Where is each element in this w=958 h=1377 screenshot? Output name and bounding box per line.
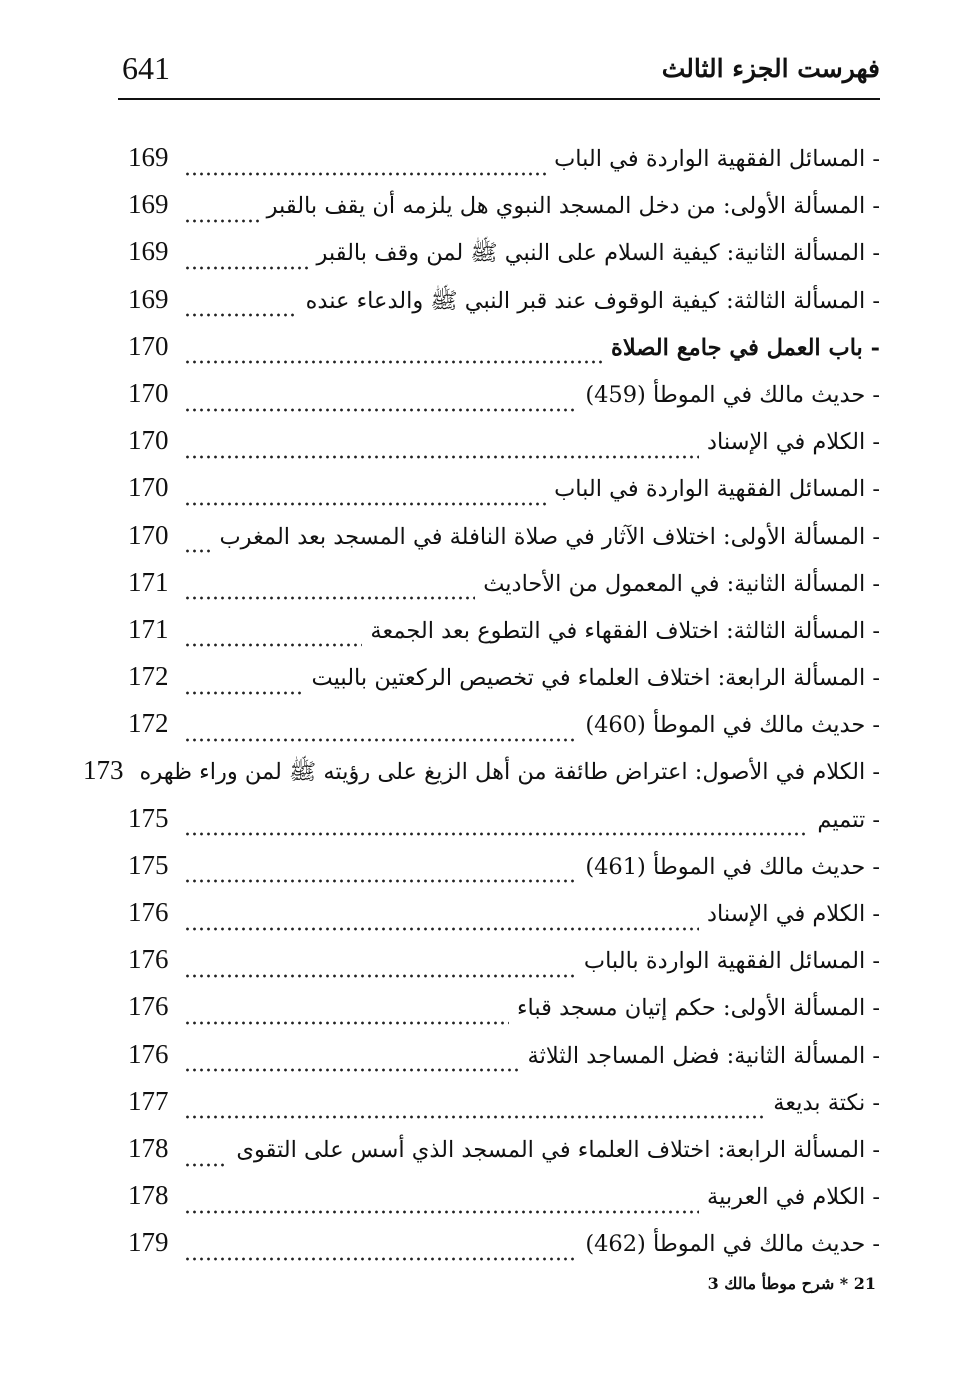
toc-entry-title: - نكتة بديعة bbox=[773, 1089, 880, 1116]
dot-leader bbox=[184, 296, 298, 318]
toc-entry-page: 172 bbox=[128, 708, 169, 739]
toc-entry-title: - الكلام في الأصول: اعتراض طائفة من أهل الزيغ على رؤيته ﷺ لمن وراء ظهره bbox=[139, 759, 880, 786]
dot-leader bbox=[184, 202, 259, 224]
dot-leader bbox=[184, 485, 546, 507]
dot-leader bbox=[184, 1193, 699, 1215]
toc-entry bbox=[128, 944, 880, 991]
toc-entry bbox=[128, 661, 880, 708]
dot-leader bbox=[184, 438, 699, 460]
dot-leader bbox=[184, 1051, 520, 1073]
dot-leader bbox=[184, 957, 576, 979]
toc-entry-title: - حديث مالك في الموطأ (461) bbox=[585, 853, 880, 880]
toc-entry-page: 171 bbox=[128, 613, 169, 644]
toc-entry bbox=[128, 284, 880, 331]
toc-entry-title: - المسائل الفقهية الواردة في الباب bbox=[554, 146, 880, 172]
dot-leader bbox=[184, 155, 546, 177]
toc-entry bbox=[128, 991, 880, 1038]
printer-signature: 21 * شرح موطأ مالك 3 bbox=[707, 1274, 876, 1293]
toc-entry bbox=[128, 331, 880, 378]
toc-entry-title: - المسألة الرابعة: اختلاف العلماء في تخصيص الركعتين بالبيت bbox=[311, 665, 880, 692]
dot-leader bbox=[184, 343, 603, 365]
toc-entry-title: - المسألة الثانية: في المعمول من الأحاديث bbox=[483, 570, 880, 597]
toc-entry bbox=[128, 189, 880, 236]
toc-entry-page: 179 bbox=[128, 1227, 169, 1258]
toc-entry-page: 169 bbox=[128, 142, 169, 172]
dot-leader bbox=[184, 1098, 765, 1120]
toc-entry-title: - المسألة الثالثة: كيفية الوقوف عند قبر النبي ﷺ والدعاء عنده bbox=[305, 287, 880, 314]
dot-leader bbox=[184, 532, 211, 554]
toc-entry bbox=[128, 1180, 880, 1227]
page-header bbox=[118, 40, 880, 100]
toc-entry-title: - المسألة الأولى: اختلاف الآثار في صلاة النافلة في المسجد بعد المغرب bbox=[219, 523, 880, 550]
toc-entry-title: - حديث مالك في الموطأ (459) bbox=[585, 381, 880, 408]
dot-leader bbox=[184, 391, 577, 413]
toc-entry bbox=[128, 1039, 880, 1086]
toc-entry-title: - حديث مالك في الموطأ (460) bbox=[585, 712, 880, 739]
toc-entry-page: 172 bbox=[128, 661, 169, 692]
toc-entry-page: 176 bbox=[128, 897, 169, 927]
toc-entry-title: - تتميم bbox=[817, 806, 880, 833]
toc-entry bbox=[128, 520, 880, 567]
running-title: فهرست الجزء الثالث bbox=[661, 54, 880, 83]
toc-entry-title: - المسألة الثالثة: اختلاف الفقهاء في التطوع بعد الجمعة bbox=[370, 617, 880, 644]
toc-entry bbox=[128, 850, 880, 897]
toc-entry bbox=[128, 142, 880, 189]
toc-entry bbox=[128, 614, 880, 661]
toc-entry bbox=[128, 472, 880, 519]
toc-entry-page: 176 bbox=[128, 944, 169, 975]
toc-entry-title: - المسألة الثانية: فضل المساجد الثلاثة bbox=[527, 1042, 880, 1069]
toc-entry-page: 176 bbox=[128, 1038, 169, 1069]
dot-leader bbox=[184, 579, 475, 601]
toc-entry-title: - حديث مالك في الموطأ (462) bbox=[585, 1231, 880, 1258]
dot-leader bbox=[184, 1240, 577, 1262]
toc-entry bbox=[128, 236, 880, 283]
toc-entry-page: 173 bbox=[83, 755, 124, 786]
toc-entry bbox=[128, 378, 880, 425]
toc-entry bbox=[128, 897, 880, 944]
toc-entry-page: 177 bbox=[128, 1085, 169, 1116]
toc-entry bbox=[128, 567, 880, 614]
toc-entry-title: - المسألة الثانية: كيفية السلام على النبي ﷺ لمن وقف بالقبر bbox=[316, 240, 880, 267]
toc-entry-page: 175 bbox=[128, 802, 169, 833]
toc-entry bbox=[128, 708, 880, 755]
toc-entry-page: 170 bbox=[128, 330, 169, 361]
toc-entry-page: 176 bbox=[128, 991, 169, 1022]
dot-leader bbox=[184, 1146, 228, 1168]
toc-entry-page: 169 bbox=[128, 236, 169, 267]
toc-entry-title: - باب العمل في جامع الصلاة bbox=[611, 334, 880, 361]
toc-entry-title: - المسائل الفقهية الواردة في الباب bbox=[554, 476, 880, 503]
toc-entry-page: 178 bbox=[128, 1180, 169, 1211]
toc-entry-page: 175 bbox=[128, 849, 169, 880]
toc-entry-title: - الكلام في العربية bbox=[707, 1184, 880, 1211]
toc-entry-page: 170 bbox=[128, 519, 169, 550]
toc-entry-title: - المسألة الأولى: حكم إتيان مسجد قباء bbox=[516, 995, 880, 1022]
dot-leader bbox=[184, 862, 577, 884]
dot-leader bbox=[184, 1004, 509, 1026]
toc-entry-title: - المسألة الرابعة: اختلاف العلماء في المسجد الذي أسس على التقوى bbox=[236, 1136, 880, 1163]
toc-entry bbox=[83, 755, 880, 802]
dot-leader bbox=[184, 721, 577, 743]
toc-entry-page: 170 bbox=[128, 472, 169, 503]
toc-entry-page: 169 bbox=[128, 283, 169, 314]
toc-entry-page: 170 bbox=[128, 377, 169, 408]
toc-entry bbox=[128, 803, 880, 850]
toc-entry bbox=[128, 1086, 880, 1133]
toc-entry-title: - المسائل الفقهية الواردة بالباب bbox=[583, 948, 880, 975]
toc-entry-page: 170 bbox=[128, 425, 169, 456]
dot-leader bbox=[184, 249, 308, 271]
table-of-contents bbox=[83, 142, 880, 1275]
dot-leader bbox=[184, 910, 699, 932]
toc-entry-page: 178 bbox=[128, 1132, 169, 1163]
toc-entry-title: - الكلام في الإسناد bbox=[706, 429, 880, 456]
dot-leader bbox=[184, 626, 362, 648]
toc-entry-title: - المسألة الأولى: من دخل المسجد النبوي هل يلزمه أن يقف بالقبر bbox=[266, 193, 880, 220]
toc-entry-title: - الكلام في الإسناد bbox=[706, 901, 880, 927]
page-number: 641 bbox=[122, 50, 170, 86]
toc-entry bbox=[128, 1227, 880, 1274]
toc-entry-page: 171 bbox=[128, 566, 169, 597]
toc-entry bbox=[128, 1133, 880, 1180]
toc-entry bbox=[128, 425, 880, 472]
dot-leader bbox=[184, 674, 304, 696]
toc-entry-page: 169 bbox=[128, 189, 169, 220]
dot-leader bbox=[184, 815, 809, 837]
